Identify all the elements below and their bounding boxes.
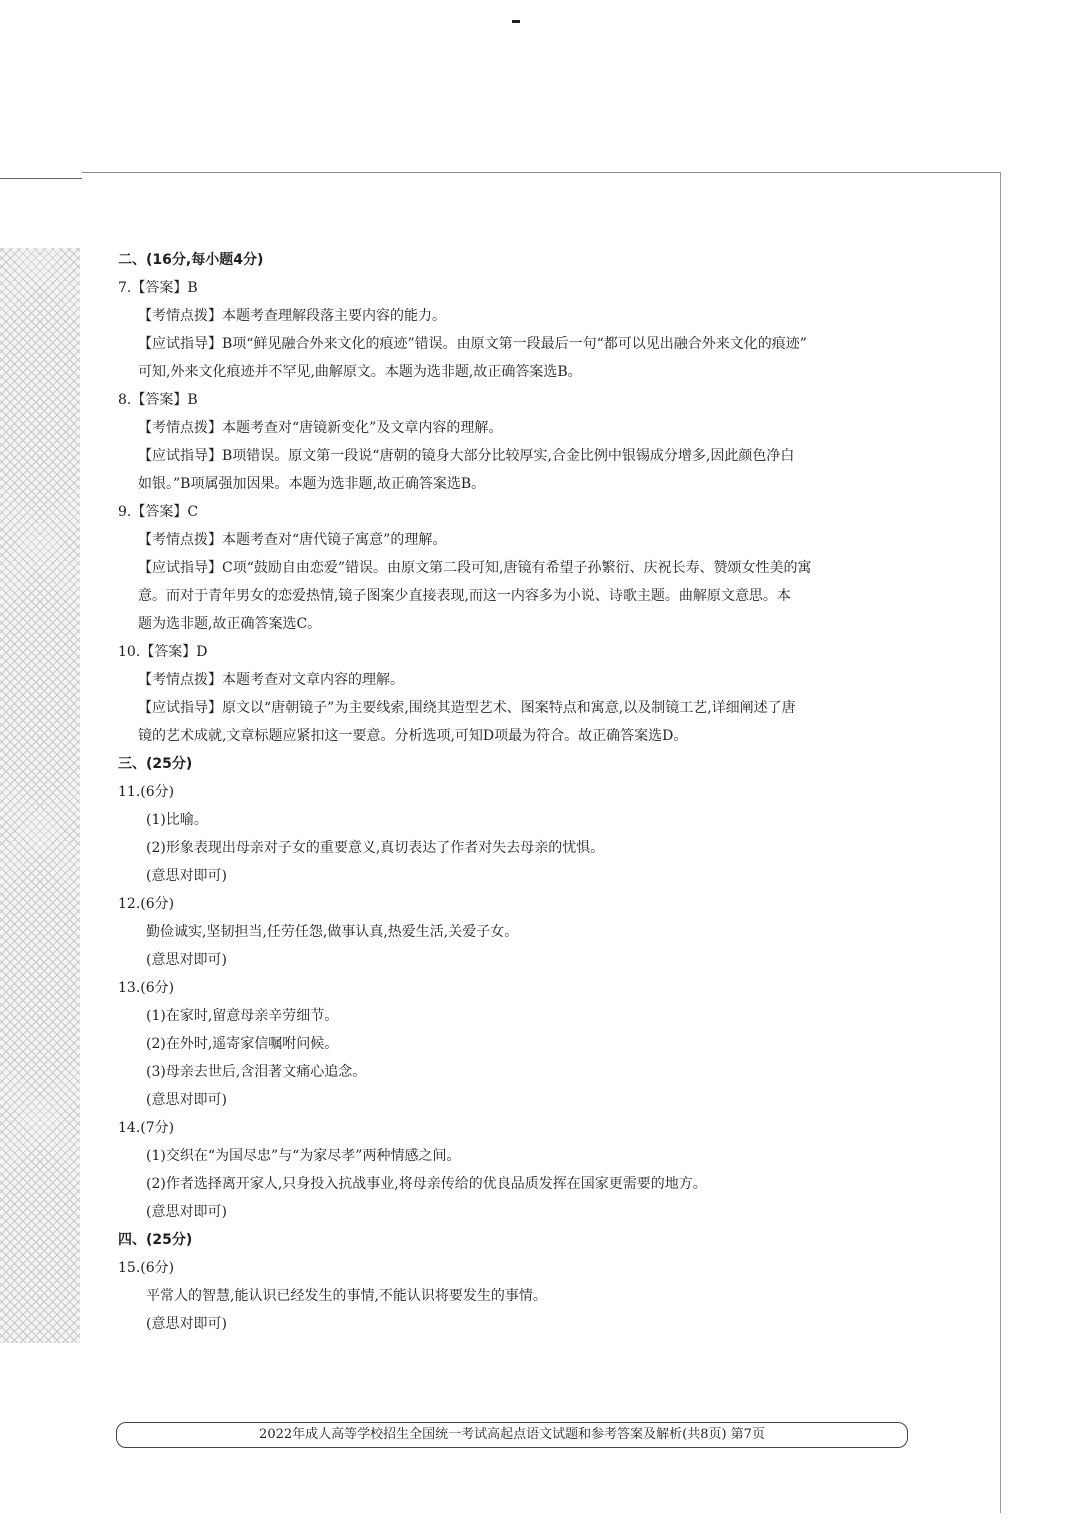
q13-answer-1: (1)在家时,留意母亲辛劳细节。 [146, 1008, 339, 1024]
q13-number: 13.(6分) [118, 980, 175, 996]
q14-note: (意思对即可) [146, 1204, 227, 1220]
q11-answer-1: (1)比喻。 [146, 812, 208, 828]
scan-edge-line [0, 178, 82, 179]
q9-answer: 9.【答案】C [118, 504, 199, 520]
q11-note: (意思对即可) [146, 868, 227, 884]
q10-answer: 10.【答案】D [118, 644, 208, 660]
q8-exam-point: 【考情点拨】本题考查对“唐镜新变化”及文章内容的理解。 [138, 420, 503, 436]
q15-note: (意思对即可) [146, 1316, 227, 1332]
q7-guide-line1: 【应试指导】B项“鲜见融合外来文化的痕迹”错误。由原文第一段最后一句“都可以见出融合外来文化的痕迹” [138, 336, 807, 352]
q12-note: (意思对即可) [146, 952, 227, 968]
q9-guide-line2: 意。而对于青年男女的恋爱热情,镜子图案少直接表现,而这一内容多为小说、诗歌主题。曲解原文意思。本 [138, 588, 791, 604]
section-4-heading: 四、(25分) [118, 1232, 193, 1248]
q8-guide-line1: 【应试指导】B项错误。原文第一段说“唐朝的镜身大部分比较厚实,合金比例中银锡成分增多,因此颜色净白 [138, 448, 795, 464]
q13-note: (意思对即可) [146, 1092, 227, 1108]
q7-guide-line2: 可知,外来文化痕迹并不罕见,曲解原文。本题为选非题,故正确答案选B。 [138, 364, 582, 380]
q12-answer-1: 勤俭诚实,坚韧担当,任劳任怨,做事认真,热爱生活,关爱子女。 [146, 924, 519, 940]
binding-hatch-strip [0, 248, 80, 1343]
q14-answer-2: (2)作者选择离开家人,只身投入抗战事业,将母亲传给的优良品质发挥在国家更需要的地方。 [146, 1176, 707, 1192]
page-footer: 2022年成人高等学校招生全国统一考试高起点语文试题和参考答案及解析(共8页) 第7页 [116, 1422, 908, 1448]
q15-number: 15.(6分) [118, 1260, 175, 1276]
q11-number: 11.(6分) [118, 784, 175, 800]
q12-number: 12.(6分) [118, 896, 175, 912]
q13-answer-3: (3)母亲去世后,含泪著文痛心追念。 [146, 1064, 367, 1080]
q9-guide-line1: 【应试指导】C项“鼓励自由恋爱”错误。由原文第二段可知,唐镜有希望子孙繁衍、庆祝长寿、赞颂女性美的寓 [138, 560, 812, 576]
scan-background [0, 0, 1080, 180]
answer-content [118, 246, 928, 1338]
q8-answer: 8.【答案】B [118, 392, 198, 408]
q14-answer-1: (1)交织在“为国尽忠”与“为家尽孝”两种情感之间。 [146, 1148, 461, 1164]
q14-number: 14.(7分) [118, 1120, 175, 1136]
section-3-heading: 三、(25分) [118, 756, 193, 772]
q13-answer-2: (2)在外时,遥寄家信嘱咐问候。 [146, 1036, 339, 1052]
section-2-heading: 二、(16分,每小题4分) [118, 252, 264, 268]
q8-guide-line2: 如银。”B项属强加因果。本题为选非题,故正确答案选B。 [138, 476, 486, 492]
q7-exam-point: 【考情点拨】本题考查理解段落主要内容的能力。 [138, 308, 446, 324]
q7-answer: 7.【答案】B [118, 280, 198, 296]
q10-guide-line1: 【应试指导】原文以“唐朝镜子”为主要线索,围绕其造型艺术、图案特点和寓意,以及制镜工艺,详细阐述了唐 [138, 700, 796, 716]
q11-answer-2: (2)形象表现出母亲对子女的重要意义,真切表达了作者对失去母亲的忧惧。 [146, 840, 605, 856]
q10-exam-point: 【考情点拨】本题考查对文章内容的理解。 [138, 672, 404, 688]
q9-exam-point: 【考情点拨】本题考查对“唐代镜子寓意”的理解。 [138, 532, 447, 548]
q10-guide-line2: 镜的艺术成就,文章标题应紧扣这一要意。分析选项,可知D项最为符合。故正确答案选D。 [138, 728, 688, 744]
q9-guide-line3: 题为选非题,故正确答案选C。 [138, 616, 322, 632]
q15-answer-1: 平常人的智慧,能认识已经发生的事情,不能认识将要发生的事情。 [146, 1288, 547, 1304]
scan-mark [512, 20, 520, 23]
